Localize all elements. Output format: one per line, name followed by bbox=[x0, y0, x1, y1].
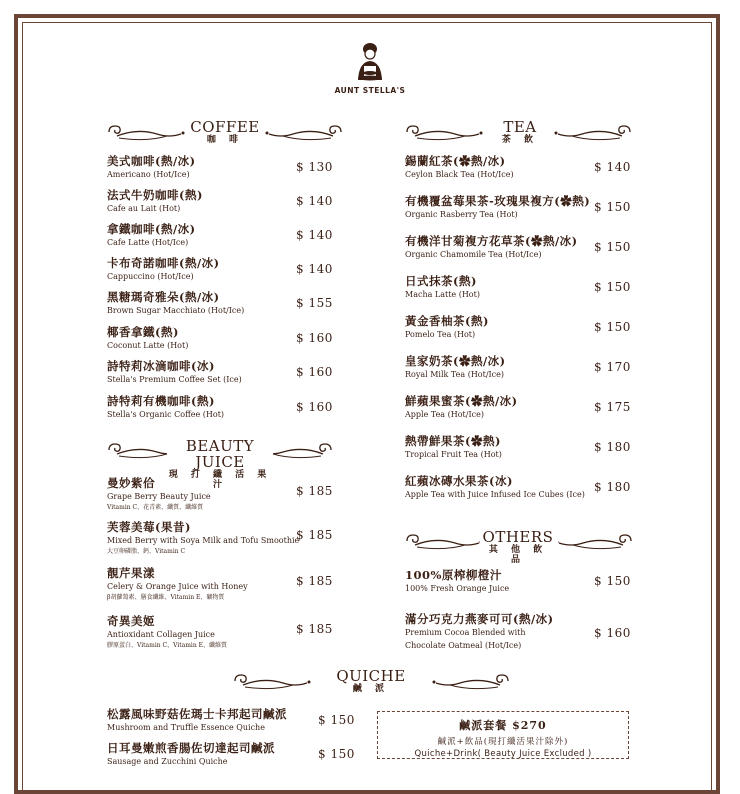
coffee-item bbox=[107, 222, 196, 249]
item-name-en: Cafe au Lait (Hot) bbox=[107, 204, 181, 213]
combo-desc-en: Quiche+Drink( Beauty Juice Excluded ) bbox=[414, 749, 592, 759]
item-name-zh: 錫蘭紅茶(✿熱/冰) bbox=[405, 154, 506, 168]
item-nutrition-note: β胡蘿蔔素、膳食纖維、Vitamin E、礦物質 bbox=[107, 594, 225, 601]
tea-item-price: $ 170 bbox=[594, 360, 631, 374]
item-name-zh: 芙蓉美莓(果昔) bbox=[107, 520, 191, 534]
beauty-section-title: BEAUTY JUICE 現 打 纖 活 果 汁 bbox=[168, 437, 272, 490]
coffee-item bbox=[107, 325, 188, 352]
flourish-right-icon bbox=[263, 124, 343, 144]
tea-item bbox=[405, 194, 590, 221]
quiche-item-price: $ 150 bbox=[318, 747, 355, 761]
item-name-zh: 法式牛奶咖啡(熱) bbox=[107, 188, 203, 202]
tea-item-price: $ 140 bbox=[594, 160, 631, 174]
item-name-zh: 詩特莉冰滴咖啡(冰) bbox=[107, 359, 215, 373]
tea-section-title: TEA 茶 飲 bbox=[501, 118, 539, 145]
item-name-en: Mushroom and Truffle Essence Quiche bbox=[107, 723, 265, 732]
flourish-left-icon bbox=[405, 533, 480, 553]
item-name-zh: 椰香拿鐵(熱) bbox=[107, 325, 179, 339]
item-name-en: Pomelo Tea (Hot) bbox=[405, 330, 476, 339]
flourish-right-icon bbox=[410, 673, 510, 693]
others-item bbox=[405, 612, 554, 652]
tea-item bbox=[405, 354, 506, 381]
item-name-en: Tropical Fruit Tea (Hot) bbox=[405, 450, 502, 459]
item-name-en: Macha Latte (Hot) bbox=[405, 290, 480, 299]
tea-item bbox=[405, 474, 585, 501]
beauty-item-price: $ 185 bbox=[296, 484, 333, 498]
quiche-combo-box bbox=[377, 711, 629, 759]
flourish-right-icon bbox=[273, 442, 333, 462]
item-name-en: Celery & Orange Juice with Honey bbox=[107, 582, 248, 591]
coffee-item-price: $ 155 bbox=[296, 296, 333, 310]
others-section-title: OTHERS 其 他 飲 品 bbox=[482, 528, 554, 565]
coffee-item bbox=[107, 188, 203, 215]
item-name-en: Sausage and Zucchini Quiche bbox=[107, 757, 228, 766]
tea-item-price: $ 150 bbox=[594, 240, 631, 254]
coffee-item-price: $ 140 bbox=[296, 228, 333, 242]
coffee-item bbox=[107, 290, 244, 317]
coffee-item bbox=[107, 359, 242, 386]
tea-item-price: $ 150 bbox=[594, 280, 631, 294]
item-name-en: Stella's Premium Coffee Set (Ice) bbox=[107, 375, 242, 384]
coffee-item-price: $ 130 bbox=[296, 160, 333, 174]
item-name-en: Coconut Latte (Hot) bbox=[107, 341, 189, 350]
quiche-item bbox=[107, 741, 275, 768]
item-name-en: Ceylon Black Tea (Hot/Ice) bbox=[405, 170, 514, 179]
quiche-item-price: $ 150 bbox=[318, 713, 355, 727]
coffee-item bbox=[107, 256, 220, 283]
flourish-left-icon bbox=[107, 124, 187, 144]
item-name-zh: 黃金香柚茶(熱) bbox=[405, 314, 489, 328]
tea-item-price: $ 150 bbox=[594, 320, 631, 334]
tea-item-price: $ 175 bbox=[594, 400, 631, 414]
item-name-en: Grape Berry Beauty Juice bbox=[107, 492, 211, 501]
beauty-item-price: $ 185 bbox=[296, 528, 333, 542]
item-name-zh: 日耳曼嫩煎香腸佐切達起司鹹派 bbox=[107, 741, 275, 755]
others-item bbox=[405, 568, 509, 595]
beauty-item bbox=[107, 614, 227, 650]
tea-item bbox=[405, 434, 502, 461]
item-name-en: Mixed Berry with Soya Milk and Tofu Smoothie bbox=[107, 536, 300, 545]
item-name-en: Antioxidant Collagen Juice bbox=[107, 630, 215, 639]
item-name-en: Organic Rasberry Tea (Hot) bbox=[405, 210, 518, 219]
beauty-item-price: $ 185 bbox=[296, 574, 333, 588]
tea-item-price: $ 150 bbox=[594, 200, 631, 214]
tea-item bbox=[405, 314, 489, 341]
coffee-section-title: COFFEE 咖 啡 bbox=[190, 118, 260, 145]
quiche-item bbox=[107, 707, 287, 734]
item-name-en-line2: Chocolate Oatmeal (Hot/Ice) bbox=[405, 641, 522, 650]
others-item-price: $ 160 bbox=[594, 626, 631, 640]
beauty-item bbox=[107, 476, 211, 512]
item-name-zh: 紅蘋冰磚水果茶(冰) bbox=[405, 474, 513, 488]
tea-item bbox=[405, 234, 578, 261]
flourish-right-icon bbox=[558, 533, 633, 553]
item-name-en: Cafe Latte (Hot/Ice) bbox=[107, 238, 189, 247]
item-name-zh: 黑糖瑪奇雅朵(熱/冰) bbox=[107, 290, 220, 304]
item-name-zh: 靚芹果漾 bbox=[107, 566, 155, 580]
beauty-item bbox=[107, 520, 299, 556]
coffee-item-price: $ 160 bbox=[296, 365, 333, 379]
coffee-item bbox=[107, 154, 196, 181]
item-name-zh: 有機覆盆莓果茶-玫瑰果複方(✿熱) bbox=[405, 194, 591, 208]
quiche-section-title: QUICHE 鹹 派 bbox=[336, 667, 406, 694]
coffee-item-price: $ 160 bbox=[296, 400, 333, 414]
tea-item bbox=[405, 274, 480, 301]
flourish-left-icon bbox=[107, 442, 167, 462]
item-name-en: Organic Chamomile Tea (Hot/Ice) bbox=[405, 250, 542, 259]
item-name-en: Cappuccino (Hot/Ice) bbox=[107, 272, 194, 281]
item-name-en: Brown Sugar Macchiato (Hot/Ice) bbox=[107, 306, 245, 315]
coffee-item-price: $ 140 bbox=[296, 194, 333, 208]
combo-desc-zh: 鹹派+飲品(現打纖活果汁除外) bbox=[437, 737, 569, 747]
tea-item bbox=[405, 154, 514, 181]
item-name-zh: 拿鐵咖啡(熱/冰) bbox=[107, 222, 196, 236]
item-name-en: Apple Tea (Hot/Ice) bbox=[405, 410, 484, 419]
item-name-zh: 有機洋甘菊複方花草茶(✿熱/冰) bbox=[405, 234, 578, 248]
item-name-zh: 奇異美姬 bbox=[107, 614, 155, 628]
tea-item-price: $ 180 bbox=[594, 480, 631, 494]
tea-item bbox=[405, 394, 518, 421]
others-item-price: $ 150 bbox=[594, 574, 631, 588]
item-name-zh: 滿分巧克力燕麥可可(熱/冰) bbox=[405, 612, 554, 626]
item-name-en: Royal Milk Tea (Hot/Ice) bbox=[405, 370, 505, 379]
chef-logo-icon bbox=[353, 40, 387, 84]
item-name-zh: 日式抹茶(熱) bbox=[405, 274, 477, 288]
item-name-zh: 美式咖啡(熱/冰) bbox=[107, 154, 196, 168]
brand-logo bbox=[0, 40, 740, 95]
item-name-zh: 詩特莉有機咖啡(熱) bbox=[107, 394, 215, 408]
item-name-zh: 曼妙紫佮 bbox=[107, 476, 155, 490]
item-name-en: Stella's Organic Coffee (Hot) bbox=[107, 410, 225, 419]
coffee-item bbox=[107, 394, 224, 421]
combo-title: 鹹派套餐 $270 bbox=[459, 719, 547, 732]
item-name-en: Apple Tea with Juice Infused Ice Cubes (Ice) bbox=[405, 490, 585, 499]
item-name-zh: 熱帶鮮果茶(✿熱) bbox=[405, 434, 501, 448]
item-name-zh: 皇家奶茶(✿熱/冰) bbox=[405, 354, 506, 368]
item-nutrition-note: 膠原蛋白、Vitamin C、Vitamin E、纖維質 bbox=[107, 642, 228, 649]
item-name-zh: 卡布奇諾咖啡(熱/冰) bbox=[107, 256, 220, 270]
item-name-en: 100% Fresh Orange Juice bbox=[405, 584, 510, 593]
flourish-right-icon bbox=[552, 124, 632, 144]
coffee-item-price: $ 160 bbox=[296, 331, 333, 345]
item-nutrition-note: 大豆卵磷脂、鈣、Vitamin C bbox=[107, 548, 186, 555]
tea-item-price: $ 180 bbox=[594, 440, 631, 454]
item-name-zh: 100%原榨柳橙汁 bbox=[405, 568, 502, 582]
item-name-en: Premium Cocoa Blended with bbox=[405, 628, 526, 637]
item-nutrition-note: Vitamin C、花青素、纖質、纖維質 bbox=[107, 504, 204, 511]
brand-name: AUNT STELLA'S bbox=[334, 86, 406, 95]
beauty-item bbox=[107, 566, 248, 602]
coffee-item-price: $ 140 bbox=[296, 262, 333, 276]
item-name-zh: 鮮蘋果蜜茶(✿熱/冰) bbox=[405, 394, 518, 408]
beauty-item-price: $ 185 bbox=[296, 622, 333, 636]
flourish-left-icon bbox=[233, 673, 333, 693]
item-name-en: Americano (Hot/Ice) bbox=[107, 170, 190, 179]
flourish-left-icon bbox=[405, 124, 485, 144]
item-name-zh: 松露風味野菇佐瑪士卡邦起司鹹派 bbox=[107, 707, 287, 721]
